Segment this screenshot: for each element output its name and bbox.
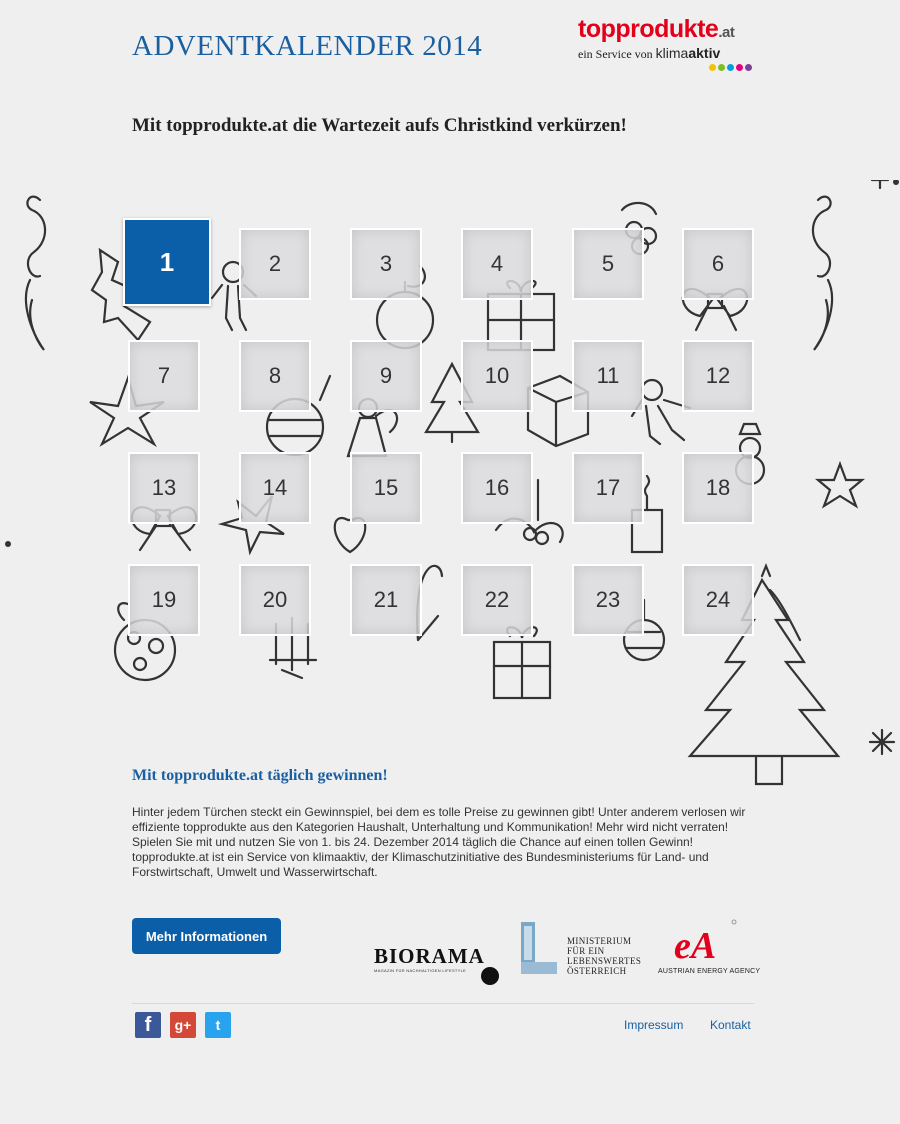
- ministry-l-icon: [519, 920, 559, 978]
- calendar-door-17[interactable]: 17: [572, 452, 644, 524]
- calendar-door-4[interactable]: 4: [461, 228, 533, 300]
- info-paragraph-1: Hinter jedem Türchen steckt ein Gewinnspiel, bei dem es tolle Preise zu gewinnen gibt! Unter anderem verlosen wir effiziente topprodukte aus den Kategorien Haushalt, Unterhaltung und Kommunikation! Mehr wird nicht verraten! Spielen Sie mit und nutzen Sie von 1. bis 24. Dezember 2014 täglich die Chance auf einen tollen Gewinn!: [132, 805, 746, 849]
- dot-blue: [727, 64, 734, 71]
- biorama-tagline: MAGAZIN FÜR NACHHALTIGEN LIFESTYLE: [374, 968, 467, 973]
- calendar-door-23[interactable]: 23: [572, 564, 644, 636]
- calendar-door-1[interactable]: 1: [123, 218, 211, 306]
- info-paragraph-2: topprodukte.at ist ein Service von klimaaktiv, der Klimaschutzinitiative des Bundesministeriums für Land- und Forstwirtschaft, Umwelt und Wasserwirtschaft.: [132, 850, 709, 879]
- energy-agency-mark-icon: [670, 918, 740, 966]
- googleplus-icon[interactable]: g+: [170, 1012, 196, 1038]
- logo-service-prefix: ein Service von: [578, 47, 653, 61]
- dot-magenta: [736, 64, 743, 71]
- topprodukte-logo[interactable]: [578, 16, 758, 76]
- calendar-door-15[interactable]: 15: [350, 452, 422, 524]
- calendar-door-22[interactable]: 22: [461, 564, 533, 636]
- logo-brand-domain: .at: [718, 24, 735, 41]
- biorama-badge-icon: [480, 966, 500, 986]
- calendar-door-6[interactable]: 6: [682, 228, 754, 300]
- calendar-door-18[interactable]: 18: [682, 452, 754, 524]
- ministry-line-3: LEBENSWERTES: [567, 956, 642, 966]
- logo-service-brand-b: aktiv: [688, 45, 721, 61]
- calendar-door-21[interactable]: 21: [350, 564, 422, 636]
- info-text: [132, 805, 762, 880]
- ministry-line-1: MINISTERIUM: [567, 936, 632, 946]
- calendar-door-8[interactable]: 8: [239, 340, 311, 412]
- facebook-icon[interactable]: f: [135, 1012, 161, 1038]
- ministry-line-4: ÖSTERREICH: [567, 966, 627, 976]
- win-heading: Mit topprodukte.at täglich gewinnen!: [132, 767, 388, 784]
- impressum-link[interactable]: Impressum: [624, 1018, 684, 1032]
- more-info-button[interactable]: Mehr Informationen: [132, 918, 281, 954]
- calendar-door-12[interactable]: 12: [682, 340, 754, 412]
- biorama-wordmark: BIORAMA: [374, 944, 485, 968]
- dot-yellow: [709, 64, 716, 71]
- calendar-door-11[interactable]: 11: [572, 340, 644, 412]
- calendar-door-16[interactable]: 16: [461, 452, 533, 524]
- calendar-door-14[interactable]: 14: [239, 452, 311, 524]
- ministry-line-2: FÜR EIN: [567, 946, 605, 956]
- calendar-door-2[interactable]: 2: [239, 228, 311, 300]
- energy-agency-mark: eA: [674, 925, 717, 966]
- calendar-door-13[interactable]: 13: [128, 452, 200, 524]
- footer-divider: [132, 1003, 754, 1004]
- logo-brand-main: topprodukte: [578, 15, 719, 43]
- twitter-icon[interactable]: t: [205, 1012, 231, 1038]
- energy-agency-name: AUSTRIAN ENERGY AGENCY: [658, 968, 761, 975]
- calendar-door-24[interactable]: 24: [682, 564, 754, 636]
- calendar-door-3[interactable]: 3: [350, 228, 422, 300]
- advent-calendar-grid: [128, 228, 756, 668]
- energy-agency-logo[interactable]: [656, 918, 761, 978]
- dot-green: [718, 64, 725, 71]
- calendar-door-7[interactable]: 7: [128, 340, 200, 412]
- calendar-door-9[interactable]: 9: [350, 340, 422, 412]
- kontakt-link[interactable]: Kontakt: [710, 1018, 751, 1032]
- ministry-logo[interactable]: [519, 920, 649, 978]
- page-subtitle: Mit topprodukte.at die Wartezeit aufs Christkind verkürzen!: [132, 115, 627, 136]
- logo-color-dots: [709, 64, 752, 71]
- biorama-logo[interactable]: [374, 944, 500, 988]
- calendar-door-19[interactable]: 19: [128, 564, 200, 636]
- calendar-door-10[interactable]: 10: [461, 340, 533, 412]
- calendar-door-5[interactable]: 5: [572, 228, 644, 300]
- page-title: ADVENTKALENDER 2014: [132, 30, 483, 62]
- logo-service-brand-a: klima: [655, 45, 689, 61]
- calendar-door-20[interactable]: 20: [239, 564, 311, 636]
- dot-purple: [745, 64, 752, 71]
